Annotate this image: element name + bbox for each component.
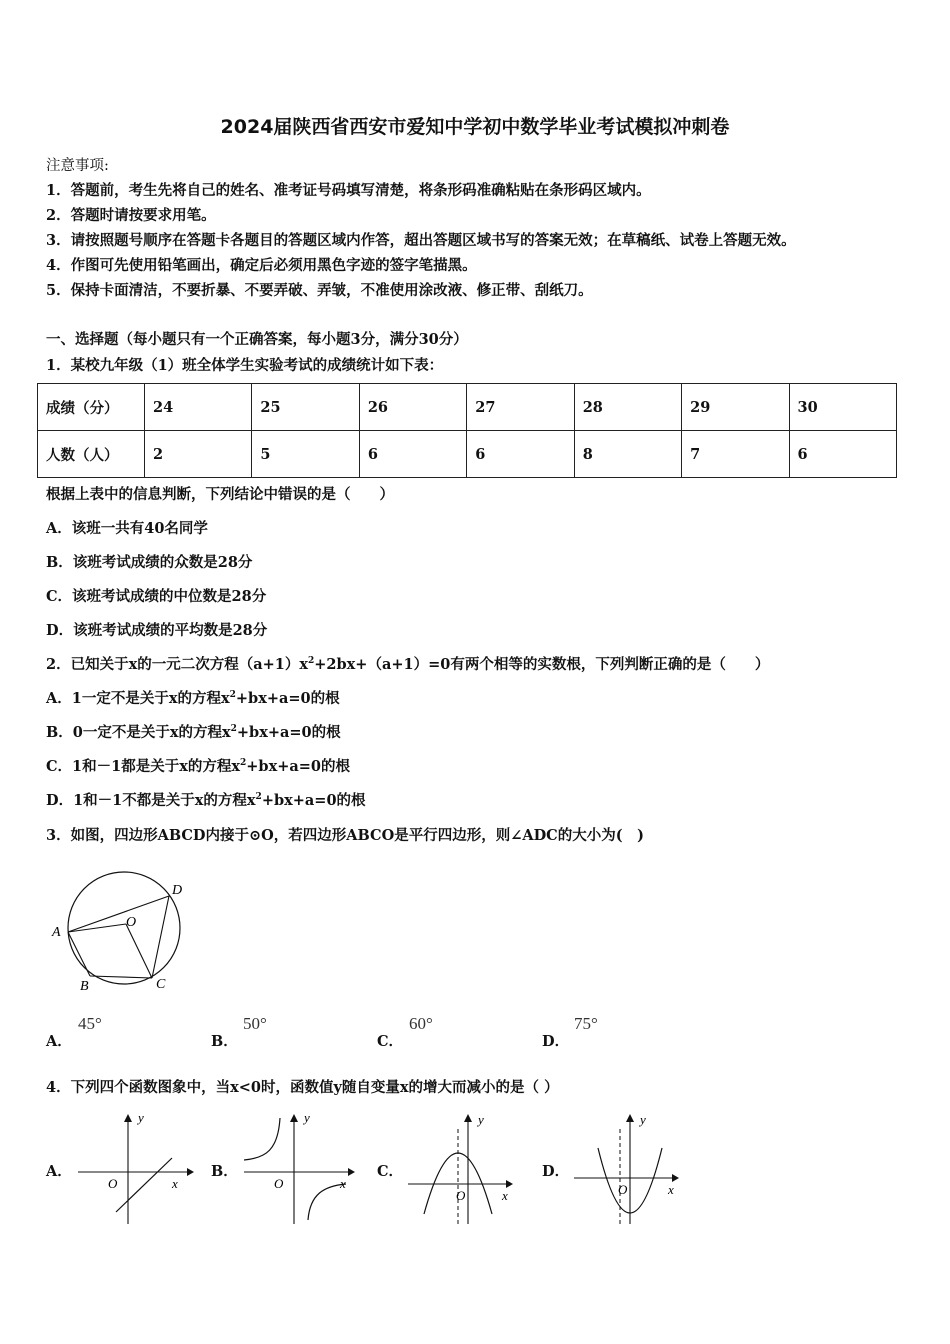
exponent: 2 [240, 758, 247, 769]
y-axis-label: y [138, 1110, 144, 1125]
option-text: +bx+a=0的根 [236, 724, 341, 741]
exponent: 2 [230, 724, 237, 735]
table-cell: 2 [145, 431, 252, 478]
q3-option-c-value[interactable]: 60° [409, 1014, 433, 1033]
note-item: 4．作图可先使用铅笔画出，确定后必须用黑色字迹的签字笔描黑。 [46, 257, 477, 274]
table-cell: 7 [682, 431, 789, 478]
q4-option-b-letter[interactable]: B． [211, 1163, 238, 1180]
label-c: C [156, 977, 166, 992]
q3-option-d-letter[interactable]: D． [542, 1033, 570, 1050]
option-text: C．1和－1都是关于x的方程x [46, 758, 241, 775]
exponent: 2 [229, 690, 236, 701]
origin-label: O [274, 1176, 284, 1191]
q3-circle-figure [44, 866, 194, 996]
q1-option-d[interactable]: D．该班考试成绩的平均数是28分 [46, 622, 268, 639]
page-title: 2024届陕西省西安市爱知中学初中数学毕业考试模拟冲刺卷 [220, 116, 730, 138]
table-cell: 28 [574, 384, 681, 431]
q1-option-b[interactable]: B．该班考试成绩的众数是28分 [46, 554, 253, 571]
q4-stem: 4．下列四个函数图象中，当x<0时，函数值y随自变量x的增大而减小的是（ ） [46, 1079, 559, 1096]
q1-question: 根据上表中的信息判断，下列结论中错误的是（ ） [46, 486, 394, 503]
table-cell: 6 [359, 431, 466, 478]
q3-stem: 3．如图，四边形ABCD内接于⊙O，若四边形ABCO是平行四边形，则∠ADC的大小为( ) [46, 827, 644, 844]
q2-option-a[interactable] [46, 687, 340, 708]
x-axis-label: x [668, 1182, 674, 1197]
q3-option-c-letter[interactable]: C． [377, 1033, 404, 1050]
table-cell: 24 [145, 384, 252, 431]
score-table [37, 383, 897, 478]
q4-option-a-letter[interactable]: A． [46, 1163, 72, 1180]
table-cell: 30 [789, 384, 896, 431]
x-axis-label: x [340, 1176, 346, 1191]
notes-heading: 注意事项: [46, 158, 109, 174]
label-a: A [52, 925, 61, 940]
origin-label: O [618, 1182, 628, 1197]
option-text: +bx+a=0的根 [235, 690, 340, 707]
origin-label: O [108, 1176, 118, 1191]
x-axis-label: x [172, 1176, 178, 1191]
q1-option-c[interactable]: C．该班考试成绩的中位数是28分 [46, 588, 267, 605]
table-cell: 8 [574, 431, 681, 478]
table-row [38, 431, 897, 478]
exponent: 2 [308, 656, 315, 667]
table-cell: 6 [467, 431, 574, 478]
q2-stem-part: +2bx+（a+1）=0有两个相等的实数根，下列判断正确的是（ ） [314, 656, 770, 673]
label-o: O [126, 915, 137, 930]
label-d: D [172, 883, 183, 898]
q4-graph-d[interactable] [568, 1108, 693, 1228]
table-row [38, 384, 897, 431]
y-axis-label: y [304, 1110, 310, 1125]
option-text: A．1一定不是关于x的方程x [46, 690, 230, 707]
table-cell: 6 [789, 431, 896, 478]
q2-option-d[interactable] [46, 789, 366, 810]
q2-stem-part: 2．已知关于x的一元二次方程（a+1）x [46, 656, 309, 673]
table-cell: 5 [252, 431, 359, 478]
option-text: D．1和－1不都是关于x的方程x [46, 792, 256, 809]
table-header-cell: 成绩（分） [38, 384, 145, 431]
label-b: B [80, 979, 89, 994]
q2-option-c[interactable] [46, 755, 350, 776]
option-text: +bx+a=0的根 [246, 758, 350, 775]
y-axis-label: y [478, 1112, 484, 1127]
note-item: 2．答题时请按要求用笔。 [46, 207, 216, 224]
q1-option-a[interactable]: A．该班一共有40名同学 [46, 520, 208, 537]
option-text: +bx+a=0的根 [261, 792, 366, 809]
x-axis-label: x [502, 1188, 508, 1203]
q3-option-b-value[interactable]: 50° [243, 1014, 267, 1033]
q4-option-d-letter[interactable]: D． [542, 1163, 570, 1180]
q3-option-b-letter[interactable]: B． [211, 1033, 238, 1050]
q3-option-d-value[interactable]: 75° [574, 1014, 598, 1033]
table-cell: 29 [682, 384, 789, 431]
note-item: 1．答题前，考生先将自己的姓名、准考证号码填写清楚，将条形码准确粘贴在条形码区域内。 [46, 182, 651, 199]
table-cell: 25 [252, 384, 359, 431]
option-text: B．0一定不是关于x的方程x [46, 724, 231, 741]
note-item: 5．保持卡面清洁，不要折暴、不要弄破、弄皱，不准使用涂改液、修正带、刮纸刀。 [46, 282, 593, 299]
q2-stem [46, 653, 769, 674]
q4-graph-b[interactable] [238, 1108, 363, 1228]
table-cell: 26 [359, 384, 466, 431]
q4-graph-a[interactable] [72, 1108, 197, 1228]
q2-option-b[interactable] [46, 721, 341, 742]
exponent: 2 [255, 792, 262, 803]
q4-option-c-letter[interactable]: C． [377, 1163, 404, 1180]
section-title: 一、选择题（每小题只有一个正确答案，每小题3分，满分30分） [46, 331, 468, 348]
note-item: 3．请按照题号顺序在答题卡各题目的答题区域内作答，超出答题区域书写的答案无效；在草稿纸、试卷上答题无效。 [46, 232, 796, 249]
q4-graph-c[interactable] [402, 1108, 527, 1228]
y-axis-label: y [640, 1112, 646, 1127]
origin-label: O [456, 1188, 466, 1203]
table-header-cell: 人数（人） [38, 431, 145, 478]
q3-option-a-value[interactable]: 45° [78, 1014, 102, 1033]
q3-option-a-letter[interactable]: A． [46, 1033, 72, 1050]
table-cell: 27 [467, 384, 574, 431]
q1-stem: 1．某校九年级（1）班全体学生实验考试的成绩统计如下表： [46, 357, 444, 374]
